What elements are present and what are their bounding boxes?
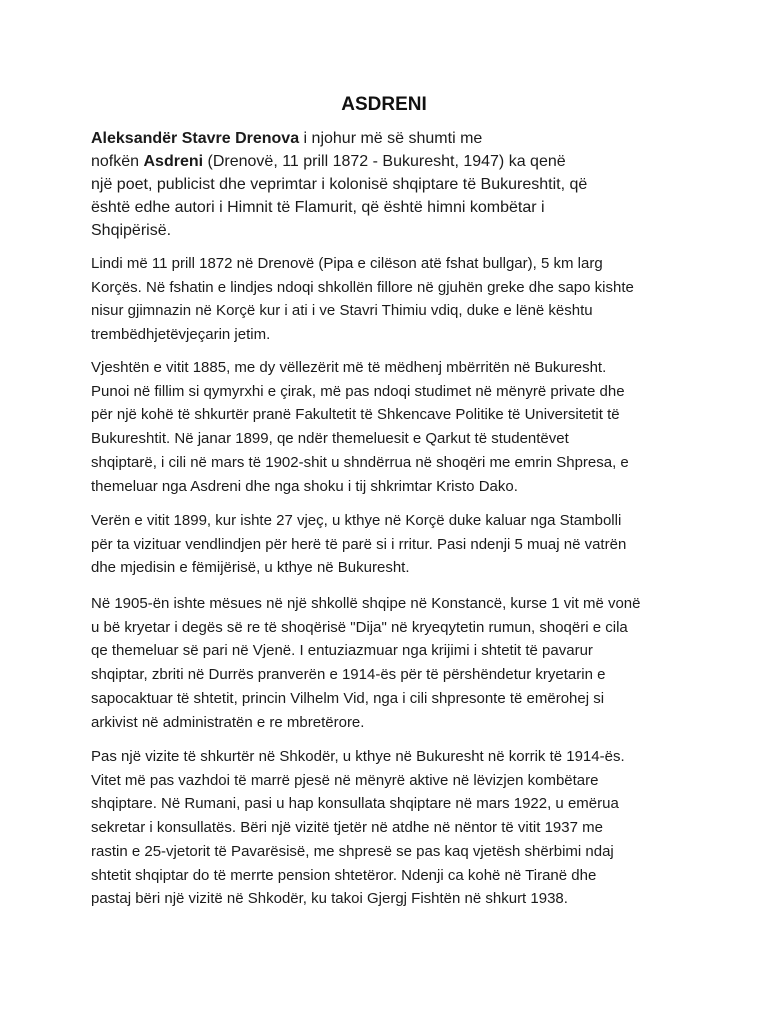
text-line: shtetit shqiptar do të merrte pension shtetëror. Ndenji ca kohë në Tiranë dhe <box>91 866 597 884</box>
text-line: nisur gjimnazin në Korçë kur i ati i ve Stavri Thimiu vdiq, duke e lënë kështu <box>91 302 593 320</box>
bold-nickname: Asdreni <box>143 152 204 170</box>
text-line: për ta vizituar vendlindjen për herë të parë si i rritur. Pasi ndenji 5 muaj në vatrën <box>91 535 627 553</box>
text-line: për një kohë të shkurtër pranë Fakultetit të Shkencave Politike të Universitetit të <box>91 406 620 424</box>
text-line: Vjeshtën e vitit 1885, me dy vëllezërit më të mëdhenj mbërritën në Bukuresht. <box>91 359 607 376</box>
text-line: qe themeluar së pari në Vjenë. I entuziazmuar nga krijimi i shtetit të pavarur <box>91 642 593 660</box>
text-line: Shqipërisë. <box>91 221 172 239</box>
intro-paragraph <box>91 127 751 242</box>
body-paragraph <box>91 592 751 734</box>
text-line <box>91 150 751 173</box>
text-line: Korçës. Në fshatin e lindjes ndoqi shkollën fillore në gjuhën greke dhe sapo kishte <box>91 278 634 296</box>
text-segment: i njohur më së shumti me <box>299 129 483 147</box>
text-line: trembëdhjetëvjeçarin jetim. <box>91 326 271 344</box>
text-line: Bukureshtit. Në janar 1899, qe ndër themeluesit e Qarkut të studentëvet <box>91 430 569 448</box>
text-segment: nofkën <box>91 152 144 170</box>
text-line: rastin e 25-vjetorit të Pavarësisë, me shpresë se pas kaq vjetësh shërbimi ndaj <box>91 842 614 860</box>
text-line: Verën e vitit 1899, kur ishte 27 vjeç, u kthye në Korçë duke kaluar nga Stambolli <box>91 512 622 529</box>
text-line: shqiptar, zbriti në Durrës pranverën e 1914-ës për të përshëndetur kryetarin e <box>91 666 606 684</box>
text-line: shqiptarë, i cili në mars të 1902-shit u shndërrua në shoqëri me emrin Shpresa, e <box>91 453 629 471</box>
text-line: dhe mjedisin e fëmijërisë, u kthye në Bukuresht. <box>91 559 410 577</box>
text-line: Lindi më 11 prill 1872 në Drenovë (Pipa e cilëson atë fshat bullgar), 5 km larg <box>91 255 603 272</box>
text-line: Punoi në fillim si qymyrxhi e çirak, më pas ndoqi studimet në mënyrë private dhe <box>91 382 625 400</box>
text-line: është edhe autori i Himnit të Flamurit, që është himni kombëtar i <box>91 198 545 216</box>
text-line: Në 1905-ën ishte mësues në një shkollë shqipe në Konstancë, kurse 1 vit më vonë <box>91 595 641 612</box>
body-paragraph <box>91 745 751 911</box>
body-paragraph <box>91 252 751 347</box>
text-line: një poet, publicist dhe veprimtar i kolonisë shqiptare të Bukureshtit, që <box>91 175 588 193</box>
text-line: pastaj bëri një vizitë në Shkodër, ku takoi Gjergj Fishtën në shkurt 1938. <box>91 890 568 908</box>
body-paragraph <box>91 356 751 498</box>
text-line: u bë kryetar i degës së re të shoqërisë "Dija" në kryeqytetin rumun, shoqëri e cila <box>91 618 628 636</box>
text-line: sapocaktuar të shtetit, princin Vilhelm Vid, nga i cili shpresonte të emërohej si <box>91 689 605 707</box>
text-line: Pas një vizite të shkurtër në Shkodër, u kthye në Bukuresht në korrik të 1914-ës. <box>91 748 625 765</box>
text-line: arkivist në administratën e re mbretërore. <box>91 713 365 731</box>
text-line: sekretar i konsullatës. Bëri një vizitë tjetër në atdhe në nëntor të vitit 1937 me <box>91 819 603 837</box>
text-line <box>91 127 751 150</box>
document-title: ASDRENI <box>341 94 427 115</box>
body-paragraph <box>91 509 751 580</box>
text-line: shqiptare. Në Rumani, pasi u hap konsullata shqiptare në mars 1922, u emërua <box>91 795 619 813</box>
text-line: themeluar nga Asdreni dhe nga shoku i tij shkrimtar Kristo Dako. <box>91 477 518 495</box>
bold-name: Aleksandër Stavre Drenova <box>91 129 300 147</box>
text-line: Vitet më pas vazhdoi të marrë pjesë në mënyrë aktive në lëvizjen kombëtare <box>91 771 599 789</box>
text-segment: (Drenovë, 11 prill 1872 - Bukuresht, 1947) ka qenë <box>203 152 566 170</box>
